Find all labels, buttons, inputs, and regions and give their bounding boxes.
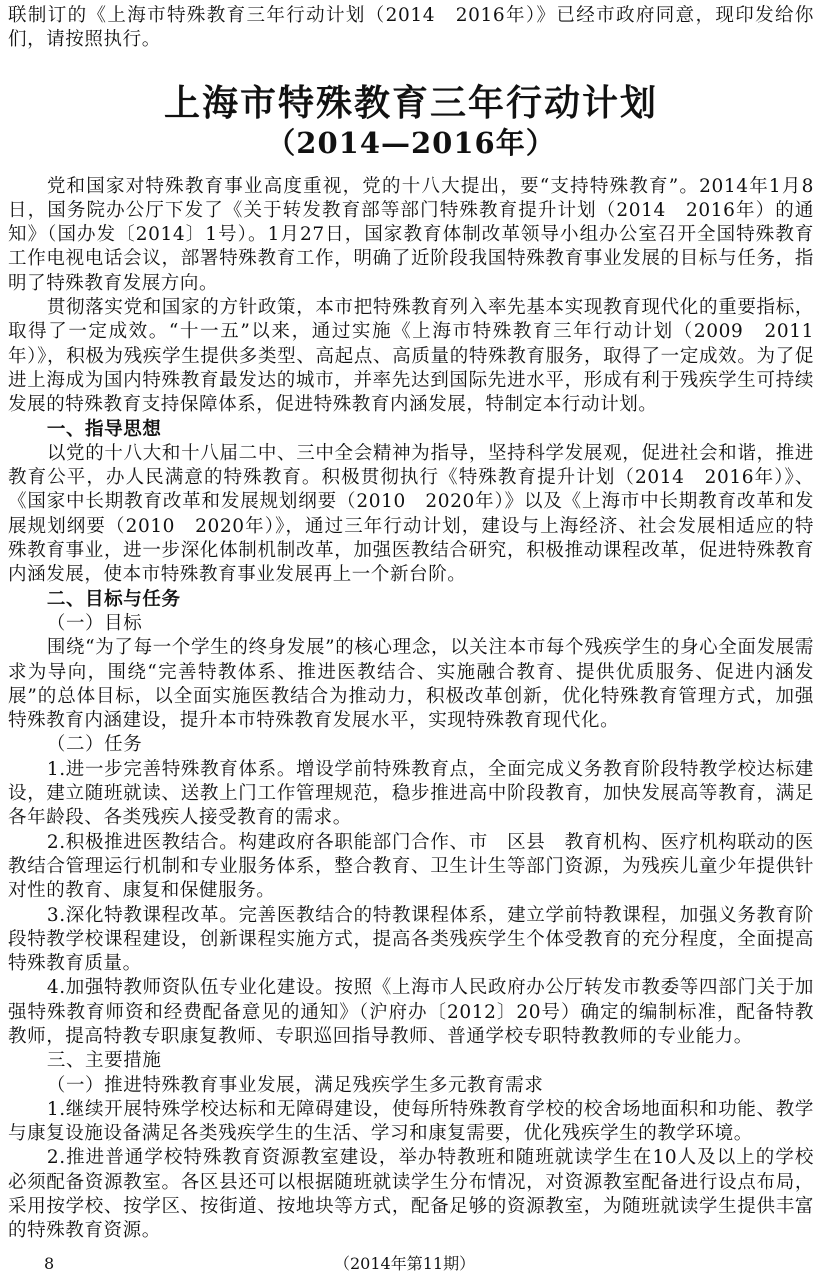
page-number: 8 <box>44 1253 55 1273</box>
section-heading: 一、指导思想 <box>46 418 162 440</box>
section-heading: （一）推进特殊教育事业发展，满足残疾学生多元教育需求 <box>46 1074 544 1096</box>
document-title: 上海市特殊教育三年行动计划 <box>163 81 658 124</box>
section-heading: （一）目标 <box>46 612 143 634</box>
paragraph: 党和国家对特殊教育事业高度重视，党的十八大提出，要“支持特殊教育”。2014年1月8日，国务院办公厅下发了《关于转发教育部等部门特殊教育提升计划（2014 2016年）的通知》（国办发〔2014〕1号）。1月27日，国家教育体制改革领导小组办公室召开全国特殊教育工作电视电话会议，部署特殊教育工作，明确了近阶段我国特殊教育事业发展的目标与任务，指明了特殊教育发展方向。 <box>8 175 814 294</box>
paragraph: 1.进一步完善特殊教育体系。增设学前特殊教育点，全面完成义务教育阶段特教学校达标建设，建立随班就读、送教上门工作管理规范，稳步推进高中阶段教育，加快发展高等教育，满足各年龄段、各类残疾人接受教育的需求。 <box>8 758 814 829</box>
paragraph: 3.深化特教课程改革。完善医教结合的特教课程体系，建立学前特教课程，加强义务教育阶段特教学校课程建设，创新课程实施方式，提高各类残疾学生个体受教育的充分程度，全面提高特殊教育质量。 <box>8 904 814 975</box>
document-subtitle: （2014—2016年） <box>266 125 556 160</box>
paragraph: 2.积极推进医教结合。构建政府各职能部门合作、市 区县 教育机构、医疗机构联动的医教结合管理运行机制和专业服务体系，整合教育、卫生计生等部门资源，为残疾儿童少年提供针对性的教育、康复和保健服务。 <box>8 831 814 902</box>
paragraph: 2.推进普通学校特殊教育资源教室建设，举办特教班和随班就读学生在10人及以上的学校必须配备资源教室。各区县还可以根据随班就读学生分布情况，对资源教室配备进行设点布局，采用按学校、按学区、按街道、按地块等方式，配备足够的资源教室，为随班就读学生提供丰富的特殊教育资源。 <box>8 1147 814 1242</box>
section-heading: （二）任务 <box>46 734 143 756</box>
paragraph: 以党的十八大和十八届二中、三中全会精神为指导，坚持科学发展观，促进社会和谐，推进教育公平，办人民满意的特殊教育。积极贯彻执行《特殊教育提升计划（2014 2016年）》、《国家中长期教育改革和发展规划纲要（2010 2020年）》以及《上海市中长期教育改革和发展规划纲要（2010 2020年）》，通过三年行动计划，建设与上海经济、社会发展相适应的特殊教育事业，进一步深化体制机制改革，加强医教结合研究，积极推动课程改革，促进特殊教育内涵发展，使本市特殊教育事业发展再上一个新台阶。 <box>8 442 814 586</box>
paragraph: 贯彻落实党和国家的方针政策，本市把特殊教育列入率先基本实现教育现代化的重要指标，取得了一定成效。“十一五”以来，通过实施《上海市特殊教育三年行动计划（2009 2011年）》，积极为残疾学生提供多类型、高起点、高质量的特殊教育服务，取得了一定成效。为了促进上海成为国内特殊教育最发达的城市，并率先达到国际先进水平，形成有利于残疾学生可持续发展的特殊教育支持保障体系，促进特殊教育内涵发展，特制定本行动计划。 <box>8 297 814 416</box>
paragraph: 4.加强特教师资队伍专业化建设。按照《上海市人民政府办公厅转发市教委等四部门关于加强特殊教育师资和经费配备意见的通知》（沪府办〔2012〕20号）确定的编制标准，配备特教教师，提高特教专职康复教师、专职巡回指导教师、普通学校专职特教教师的专业能力。 <box>8 977 814 1047</box>
paragraph: 围绕“为了每一个学生的终身发展”的核心理念，以关注本市每个残疾学生的身心全面发展需求为导向，围绕“完善特教体系、推进医教结合、实施融合教育、提供优质服务、促进内涵发展”的总体目标，以全面实施医教结合为推动力，积极改革创新，优化特殊教育管理方式，加强特殊教育内涵建设，提升本市特殊教育发展水平，实现特殊教育现代化。 <box>8 637 814 732</box>
intro-text: 联制订的《上海市特殊教育三年行动计划（2014 2016年）》已经市政府同意，现印发给你们，请按照执行。 <box>8 5 814 51</box>
section-heading: 二、目标与任务 <box>46 588 181 610</box>
page-footer <box>0 1254 827 1286</box>
document-body <box>8 175 814 1244</box>
section-heading: 三、主要措施 <box>46 1050 162 1072</box>
paragraph: 1.继续开展特殊学校达标和无障碍建设，使每所特殊教育学校的校舍场地面积和功能、教学与康复设施设备满足各类残疾学生的生活、学习和康复需要，优化残疾学生的教学环境。 <box>8 1098 814 1145</box>
issue-label: （2014年第11期） <box>334 1253 476 1273</box>
